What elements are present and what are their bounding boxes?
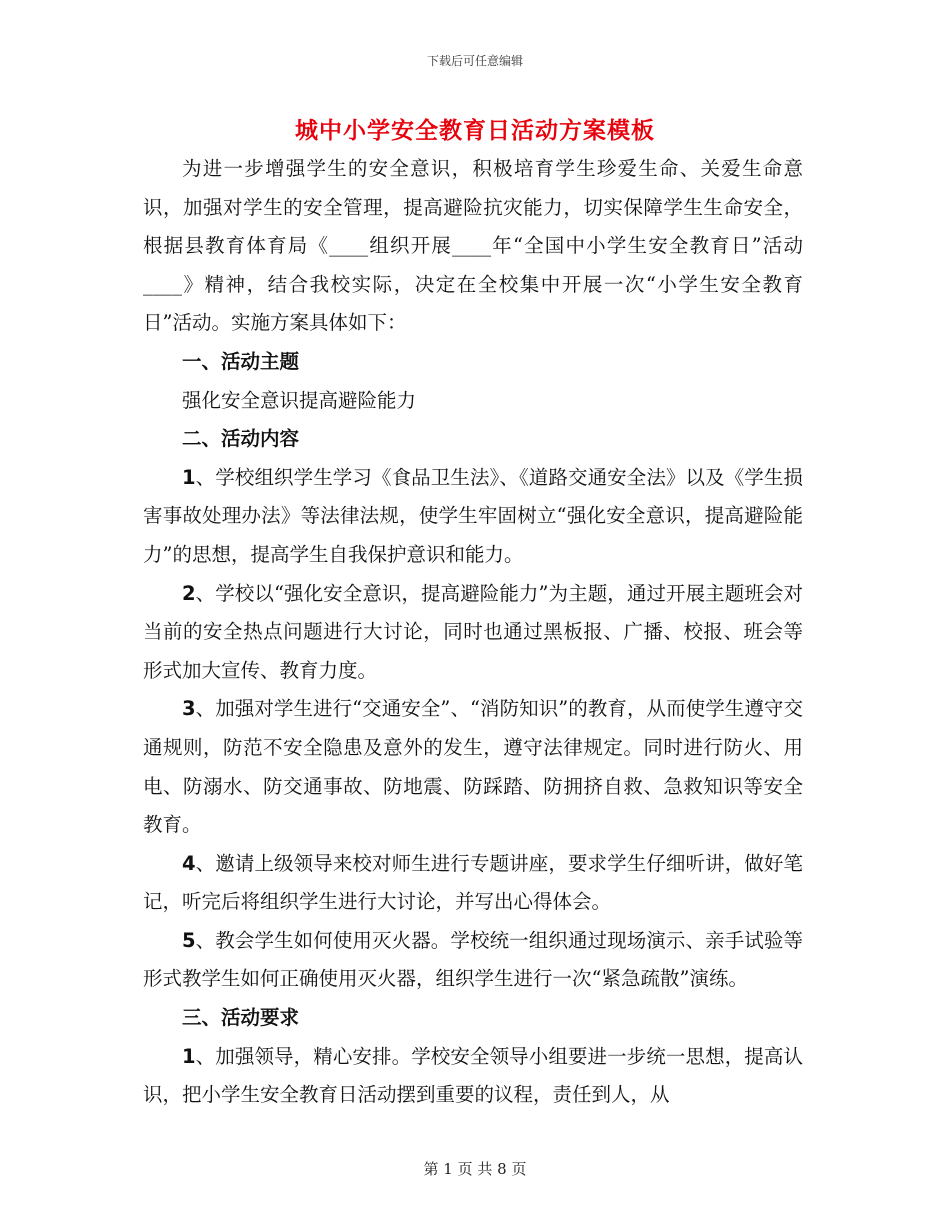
section-heading-theme: 一、活动主题 xyxy=(182,349,300,373)
content-item-1 xyxy=(143,459,803,575)
content-item-4 xyxy=(143,845,803,922)
item-text: 、加强对学生进行“交通安全”、“消防知识”的教育，从而使学生遵守交通规则，防范不安全隐患及意外的发生，遵守法律规定。同时进行防火、用电、防溺水、防交通事故、防地震、防踩踏、防拥挤自救、急救知识等安全教育。 xyxy=(143,697,803,837)
requirement-item-1 xyxy=(143,1038,803,1115)
intro-paragraph: 为进一步增强学生的安全意识，积极培育学生珍爱生命、关爱生命意识，加强对学生的安全管理，提高避险抗灾能力，切实保障学生生命安全，根据县教育体育局《____组织开展____年“全国中小学生安全教育日”活动____》精神，结合我校实际，决定在全校集中开展一次“小学生安全教育日”活动。实施方案具体如下： xyxy=(143,157,803,335)
item-number: 4 xyxy=(182,851,196,875)
section-theme-text: 强化安全意识提高避险能力 xyxy=(182,388,417,412)
section-heading-content: 二、活动内容 xyxy=(182,427,300,451)
section-heading-requirements: 三、活动要求 xyxy=(182,1006,300,1030)
document-body xyxy=(143,150,803,1115)
content-item-5 xyxy=(143,922,803,999)
content-item-2 xyxy=(143,575,803,691)
item-number: 1 xyxy=(182,465,196,489)
document-title: 城中小学安全教育日活动方案模板 xyxy=(295,118,655,144)
content-item-3 xyxy=(143,690,803,844)
item-text: 、学校组织学生学习《食品卫生法》、《道路交通安全法》以及《学生损害事故处理办法》等法律法规，使学生牢固树立“强化安全意识，提高避险能力”的思想，提高学生自我保护意识和能力。 xyxy=(143,465,803,566)
item-text: 、学校以“强化安全意识，提高避险能力”为主题，通过开展主题班会对当前的安全热点问题进行大讨论，同时也通过黑板报、广播、校报、班会等形式加大宣传、教育力度。 xyxy=(143,581,803,682)
item-number: 1 xyxy=(182,1044,196,1068)
item-number: 3 xyxy=(182,697,196,721)
item-number: 2 xyxy=(182,581,196,605)
item-text: 、邀请上级领导来校对师生进行专题讲座，要求学生仔细听讲，做好笔记，听完后将组织学生进行大讨论，并写出心得体会。 xyxy=(143,851,803,914)
header-note: 下载后可任意编辑 xyxy=(426,54,523,68)
page-footer: 第 1 页 共 8 页 xyxy=(423,1160,527,1178)
item-text: 、加强领导，精心安排。学校安全领导小组要进一步统一思想，提高认识，把小学生安全教育日活动摆到重要的议程，责任到人，从 xyxy=(143,1044,803,1107)
item-text: 、教会学生如何使用灭火器。学校统一组织通过现场演示、亲手试验等形式教学生如何正确使用灭火器，组织学生进行一次“紧急疏散”演练。 xyxy=(143,928,803,991)
item-number: 5 xyxy=(182,928,196,952)
